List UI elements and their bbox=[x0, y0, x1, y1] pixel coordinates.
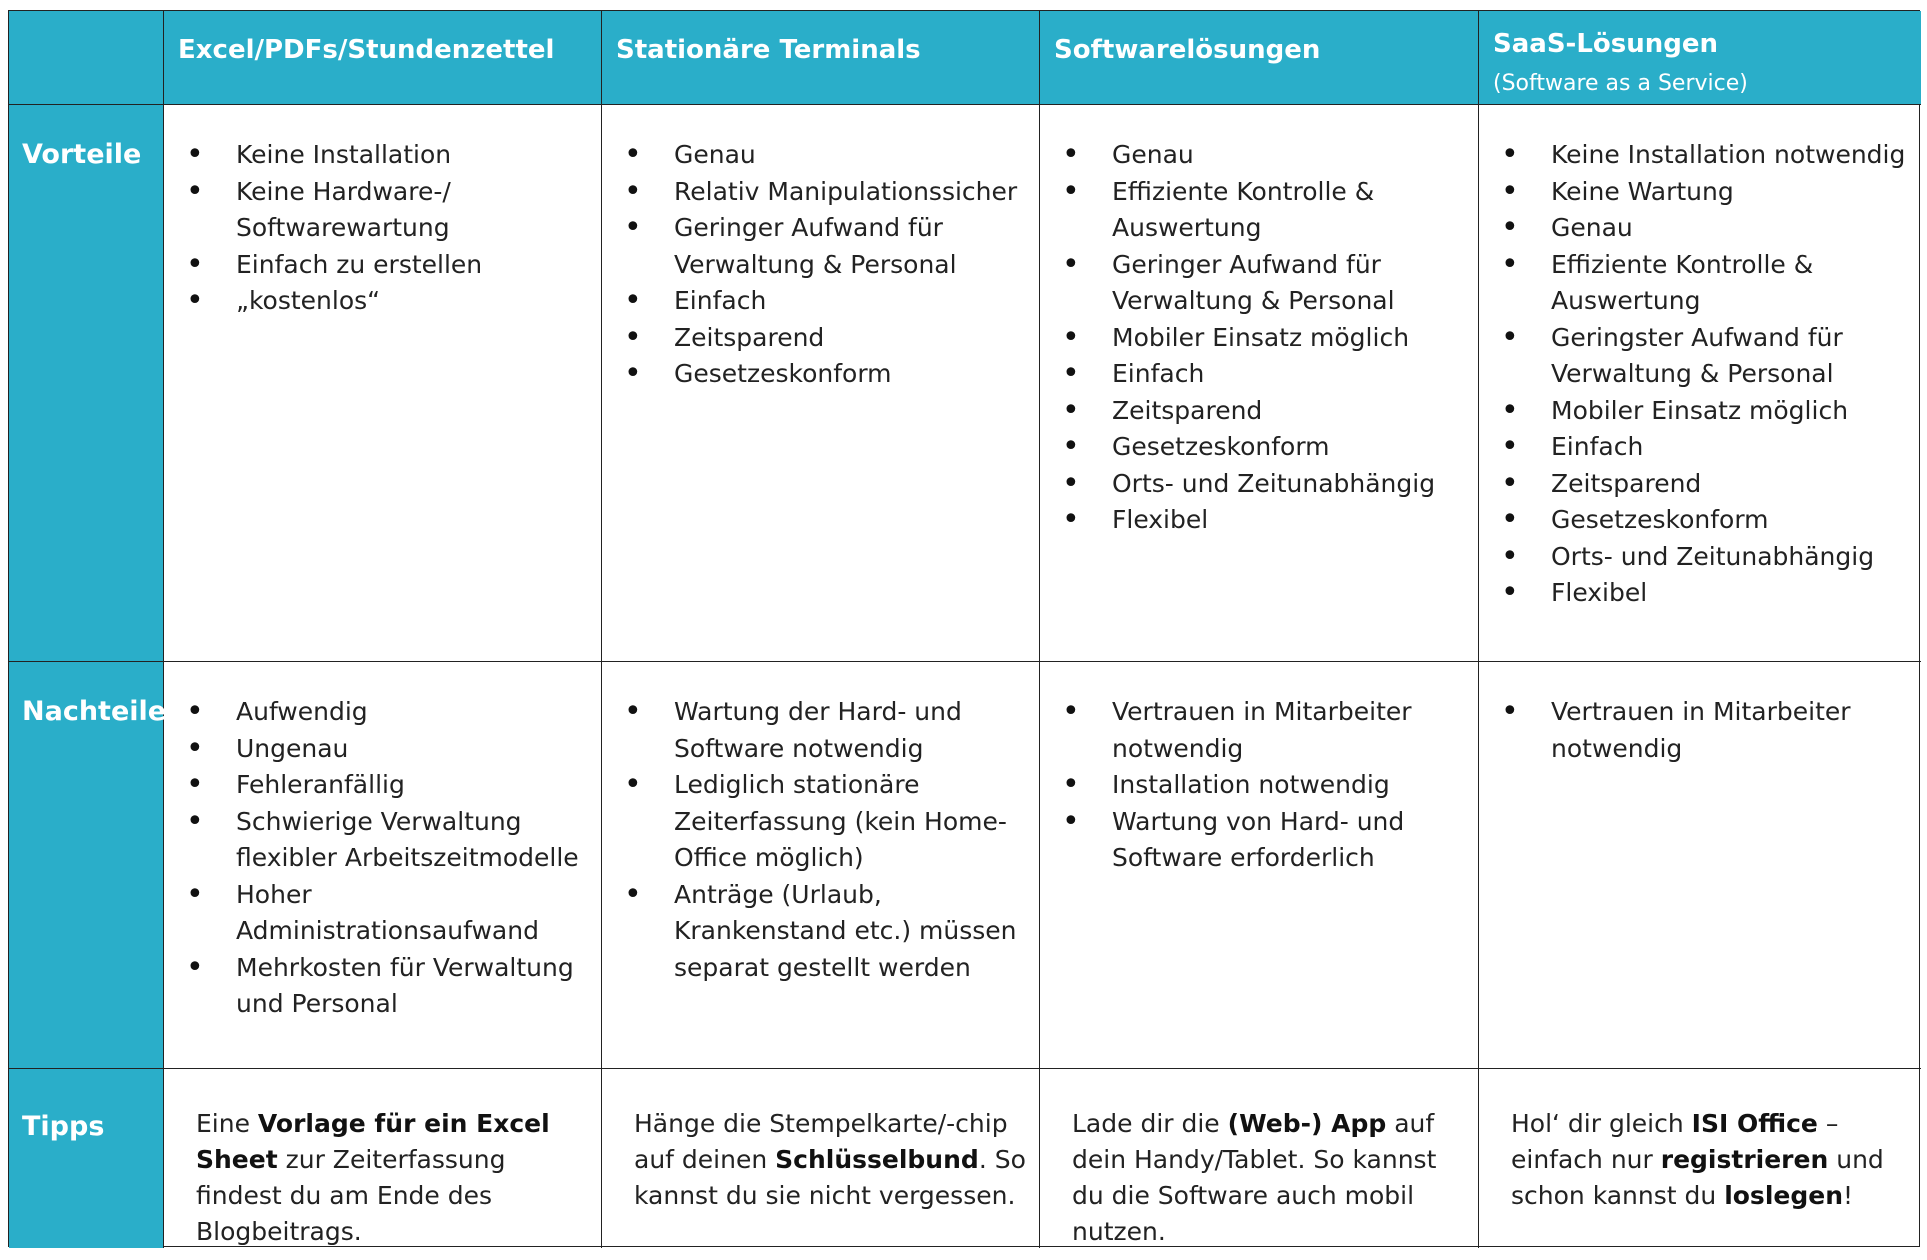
column-header-saas bbox=[1479, 11, 1921, 105]
tip-highlight: (Web-) App bbox=[1227, 1109, 1387, 1138]
list-item: • Genau bbox=[624, 137, 1031, 174]
list-item: • Wartung der Hard- und Software notwendig bbox=[624, 694, 1031, 767]
column-header-terminals bbox=[602, 11, 1040, 105]
column-header-title: Softwarelösungen bbox=[1054, 35, 1321, 65]
tip-text-part: Lade dir die bbox=[1072, 1109, 1228, 1138]
list-item: • Orts- und Zeitunabhängig bbox=[1062, 466, 1470, 503]
comparison-table bbox=[8, 10, 1920, 1247]
tip-text-part: – einfach nur bbox=[1511, 1109, 1839, 1174]
list-item: • Gesetzeskonform bbox=[1501, 502, 1913, 539]
tip-text bbox=[634, 1106, 1029, 1214]
tip-text-part: Hol‘ dir gleich bbox=[1511, 1109, 1692, 1138]
tip-text bbox=[1072, 1106, 1468, 1250]
bullet-list bbox=[186, 694, 593, 1023]
cell-nachteile-terminals bbox=[602, 662, 1040, 1069]
list-item: • Zeitsparend bbox=[624, 320, 1031, 357]
tip-highlight: ISI Office bbox=[1691, 1109, 1818, 1138]
bullet-list bbox=[624, 694, 1031, 986]
list-item: • Geringster Aufwand für Verwaltung & Personal bbox=[1501, 320, 1913, 393]
row-label-vorteile bbox=[9, 105, 164, 662]
tip-highlight: loslegen bbox=[1724, 1181, 1843, 1210]
tip-highlight: Vorlage für ein Excel Sheet bbox=[196, 1109, 550, 1174]
list-item: • Keine Installation notwendig bbox=[1501, 137, 1913, 174]
bullet-list bbox=[1062, 694, 1470, 877]
list-item: • Zeitsparend bbox=[1501, 466, 1913, 503]
column-header-subtitle: (Software as a Service) bbox=[1493, 71, 1748, 96]
column-header-title: Excel/PDFs/Stundenzettel bbox=[178, 35, 555, 65]
list-item: • Hoher Administrationsaufwand bbox=[186, 877, 593, 950]
list-item: • Flexibel bbox=[1062, 502, 1470, 539]
cell-nachteile-excel bbox=[164, 662, 602, 1069]
tip-text-part: auf dein Handy/Tablet. So kannst du die Software auch mobil nutzen. bbox=[1072, 1109, 1437, 1246]
column-header-title: SaaS-Lösungen bbox=[1493, 29, 1719, 59]
list-item: • Anträge (Urlaub, Krankenstand etc.) müssen separat gestellt werden bbox=[624, 877, 1031, 987]
bullet-list bbox=[186, 137, 593, 320]
list-item: • Einfach bbox=[1062, 356, 1470, 393]
row-label-text: Vorteile bbox=[22, 139, 142, 170]
cell-vorteile-saas bbox=[1479, 105, 1921, 662]
list-item: • Lediglich stationäre Zeiterfassung (kein Home-Office möglich) bbox=[624, 767, 1031, 877]
list-item: • Zeitsparend bbox=[1062, 393, 1470, 430]
bullet-list bbox=[1501, 137, 1913, 612]
cell-vorteile-software bbox=[1040, 105, 1479, 662]
list-item: • Gesetzeskonform bbox=[1062, 429, 1470, 466]
row-label-tipps bbox=[9, 1069, 164, 1248]
list-item: • „kostenlos“ bbox=[186, 283, 593, 320]
header-corner-cell bbox=[9, 11, 164, 105]
tip-text-part: ! bbox=[1843, 1181, 1854, 1210]
tip-text-part: Hänge die Stempelkarte/-chip auf deinen bbox=[634, 1109, 1008, 1174]
tip-text-part: . So kannst du sie nicht vergessen. bbox=[634, 1145, 1026, 1210]
list-item: • Gesetzeskonform bbox=[624, 356, 1031, 393]
list-item: • Fehleranfällig bbox=[186, 767, 593, 804]
list-item: • Vertrauen in Mitarbeiter notwendig bbox=[1062, 694, 1470, 767]
list-item: • Installation notwendig bbox=[1062, 767, 1470, 804]
list-item: • Mobiler Einsatz möglich bbox=[1062, 320, 1470, 357]
list-item: • Keine Installation bbox=[186, 137, 593, 174]
list-item: • Relativ Manipulationssicher bbox=[624, 174, 1031, 211]
list-item: • Ungenau bbox=[186, 731, 593, 768]
cell-nachteile-software bbox=[1040, 662, 1479, 1069]
cell-tipps-saas bbox=[1479, 1069, 1921, 1248]
list-item: • Genau bbox=[1062, 137, 1470, 174]
cell-vorteile-terminals bbox=[602, 105, 1040, 662]
list-item: • Genau bbox=[1501, 210, 1913, 247]
list-item: • Einfach zu erstellen bbox=[186, 247, 593, 284]
bullet-list bbox=[1501, 694, 1913, 767]
list-item: • Vertrauen in Mitarbeiter notwendig bbox=[1501, 694, 1913, 767]
tip-text-part: und schon kannst du bbox=[1511, 1145, 1884, 1210]
list-item: • Wartung von Hard- und Software erforderlich bbox=[1062, 804, 1470, 877]
row-label-nachteile bbox=[9, 662, 167, 1069]
tip-text-part: zur Zeiterfassung findest du am Ende des Blogbeitrags. bbox=[196, 1145, 506, 1246]
tip-text-part: Eine bbox=[196, 1109, 258, 1138]
list-item: • Orts- und Zeitunabhängig bbox=[1501, 539, 1913, 576]
list-item: • Einfach bbox=[624, 283, 1031, 320]
bullet-list bbox=[1062, 137, 1470, 539]
list-item: • Geringer Aufwand für Verwaltung & Personal bbox=[624, 210, 1031, 283]
column-header-title: Stationäre Terminals bbox=[616, 35, 921, 65]
list-item: • Effiziente Kontrolle & Auswertung bbox=[1062, 174, 1470, 247]
cell-nachteile-saas bbox=[1479, 662, 1921, 1069]
tip-text bbox=[196, 1106, 591, 1250]
list-item: • Geringer Aufwand für Verwaltung & Personal bbox=[1062, 247, 1470, 320]
list-item: • Schwierige Verwaltung flexibler Arbeitszeitmodelle bbox=[186, 804, 593, 877]
list-item: • Effiziente Kontrolle & Auswertung bbox=[1501, 247, 1913, 320]
list-item: • Flexibel bbox=[1501, 575, 1913, 612]
bullet-list bbox=[624, 137, 1031, 393]
row-label-text: Nachteile bbox=[22, 696, 167, 727]
cell-tipps-terminals bbox=[602, 1069, 1040, 1248]
list-item: • Mehrkosten für Verwaltung und Personal bbox=[186, 950, 593, 1023]
tip-text bbox=[1511, 1106, 1911, 1214]
row-label-text: Tipps bbox=[22, 1111, 105, 1142]
cell-tipps-excel bbox=[164, 1069, 602, 1248]
list-item: • Keine Hardware-/ Softwarewartung bbox=[186, 174, 593, 247]
cell-vorteile-excel bbox=[164, 105, 602, 662]
list-item: • Mobiler Einsatz möglich bbox=[1501, 393, 1913, 430]
list-item: • Keine Wartung bbox=[1501, 174, 1913, 211]
column-header-excel bbox=[164, 11, 602, 105]
cell-tipps-software bbox=[1040, 1069, 1479, 1248]
list-item: • Einfach bbox=[1501, 429, 1913, 466]
tip-highlight: Schlüsselbund bbox=[775, 1145, 979, 1174]
list-item: • Aufwendig bbox=[186, 694, 593, 731]
tip-highlight: registrieren bbox=[1660, 1145, 1829, 1174]
column-header-software bbox=[1040, 11, 1479, 105]
